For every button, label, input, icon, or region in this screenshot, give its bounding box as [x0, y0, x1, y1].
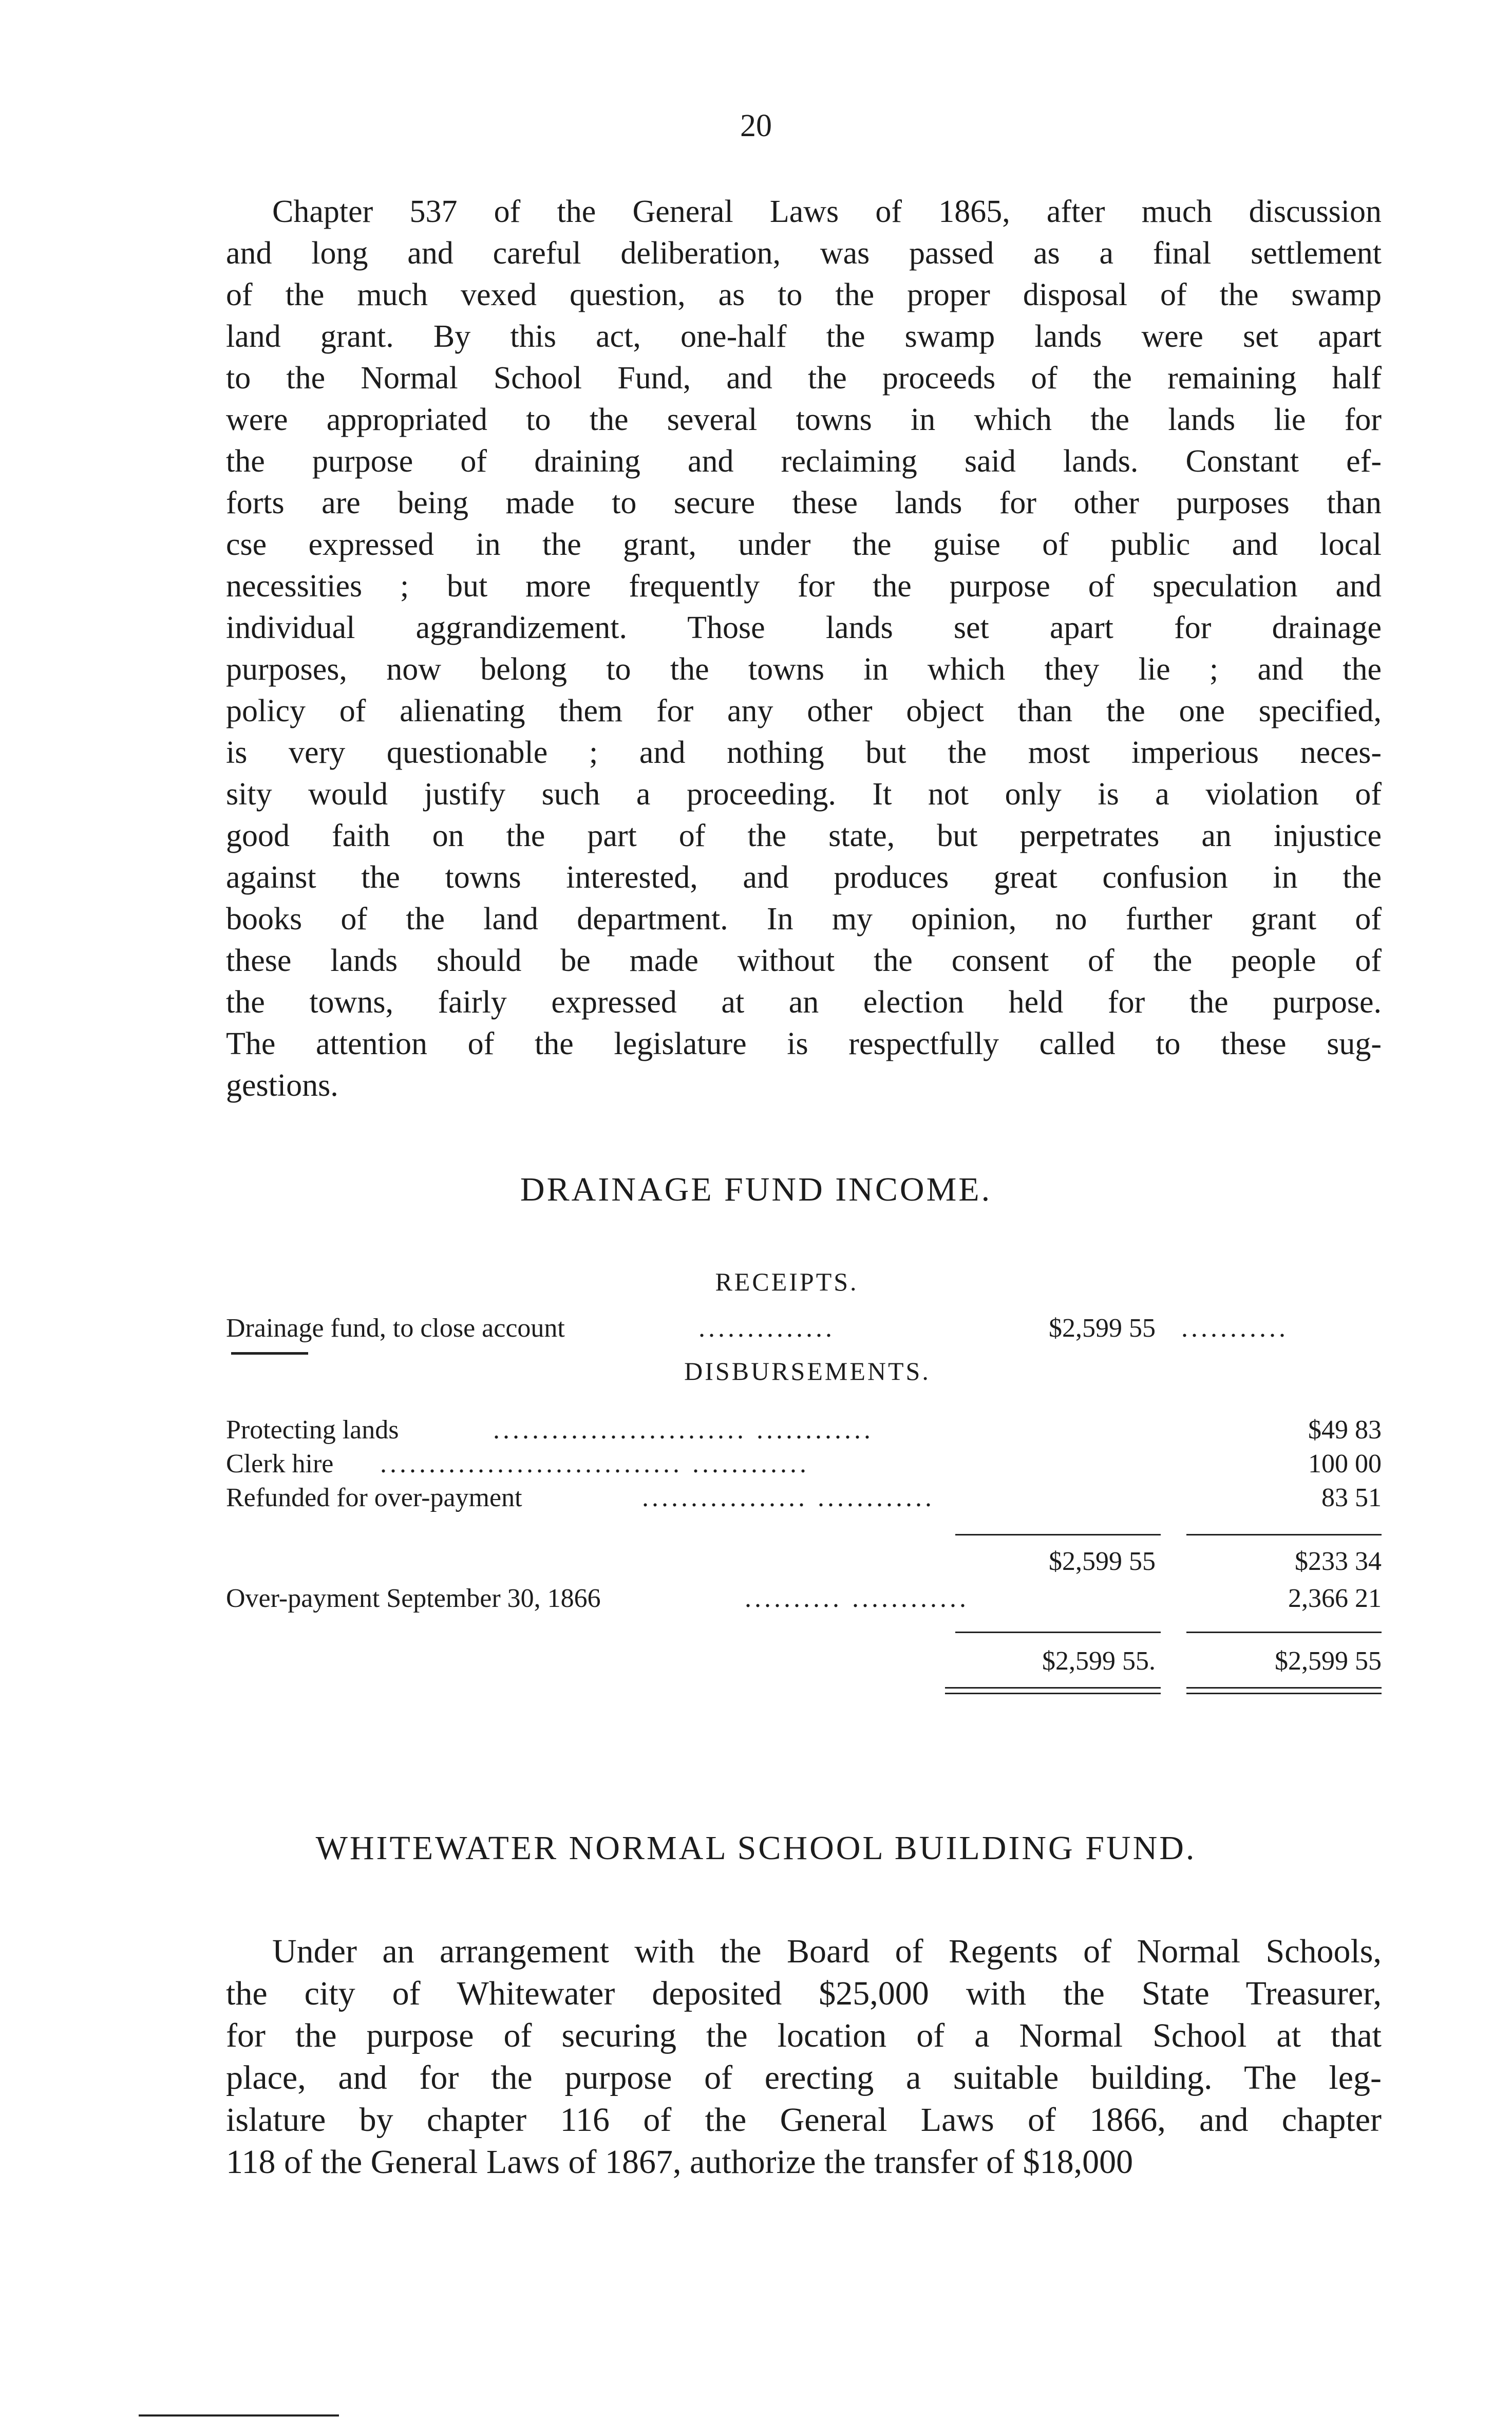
text-line: purposes, now belong to the towns in which they lie ; and the	[226, 652, 1382, 687]
whitewater-section-title: WHITEWATER NORMAL SCHOOL BUILDING FUND.	[315, 1829, 1197, 1867]
text-line: the towns, fairly expressed at an election held for the purpose.	[226, 985, 1382, 1020]
text-line: good faith on the part of the state, but perpetrates an injustice	[226, 818, 1382, 853]
drainage-section-title: DRAINAGE FUND INCOME.	[520, 1171, 992, 1208]
text-line: islature by chapter 116 of the General Laws of 1866, and chapter	[226, 2101, 1382, 2139]
text-line: these lands should be made without the consent of the people of	[226, 943, 1382, 978]
text-line: to the Normal School Fund, and the proceeds of the remaining half	[226, 361, 1382, 396]
ledger-row-label: Over-payment September 30, 1866	[226, 1584, 601, 1613]
total-double-rule	[1186, 1687, 1382, 1694]
dot-leader: ................. ............	[642, 1483, 935, 1512]
text-line: place, and for the purpose of erecting a suitable building. The leg-	[226, 2059, 1382, 2096]
whitewater-paragraph	[226, 1931, 1382, 2183]
subtotal-rule	[955, 1534, 1161, 1535]
text-line: against the towns interested, and produces great confusion in the	[226, 860, 1382, 895]
ledger-col2-value: $49 83	[1308, 1415, 1382, 1445]
subtotal-col1: $2,599 55	[1049, 1547, 1156, 1576]
text-line: land grant. By this act, one-half the swamp lands were set apart	[226, 319, 1382, 354]
text-line: 118 of the General Laws of 1867, authorize the transfer of $18,000	[226, 2143, 1133, 2181]
text-line: the purpose of draining and reclaiming said lands. Constant ef-	[226, 444, 1382, 479]
text-line: policy of alienating them for any other object than the one specified,	[226, 694, 1382, 728]
subtotal-row	[226, 1546, 1382, 1579]
text-line: and long and careful deliberation, was passed as a final settlement	[226, 236, 1382, 271]
text-line: necessities ; but more frequently for the purpose of speculation and	[226, 569, 1382, 604]
footer-rule	[139, 2414, 339, 2417]
ledger-row-label: Clerk hire	[226, 1449, 334, 1478]
text-line: books of the land department. In my opinion, no further grant of	[226, 902, 1382, 936]
dot-leader: .......... ............	[745, 1584, 969, 1613]
text-line: The attention of the legislature is respectfully called to these sug-	[226, 1026, 1382, 1061]
receipts-heading: RECEIPTS.	[715, 1267, 859, 1296]
page-number: 20	[740, 108, 772, 143]
text-line: were appropriated to the several towns in which the lands lie for	[226, 402, 1382, 437]
dot-leader: .......................... ............	[493, 1415, 874, 1445]
text-line: sity would justify such a proceeding. It not only is a violation of	[226, 777, 1382, 812]
text-line: cse expressed in the grant, under the guise of public and local	[226, 527, 1382, 562]
total-rule	[1186, 1632, 1382, 1633]
text-line: Under an arrangement with the Board of Regents of Normal Schools,	[272, 1933, 1382, 1970]
ledger-row	[226, 1483, 1382, 1515]
text-line: of the much vexed question, as to the proper disposal of the swamp	[226, 277, 1382, 312]
dot-leader: ............................... ............	[380, 1449, 809, 1478]
total-col1: $2,599 55.	[1042, 1646, 1156, 1676]
text-line: individual aggrandizement. Those lands set apart for drainage	[226, 610, 1382, 645]
intro-paragraph	[226, 191, 1382, 1107]
ledger-row	[226, 1449, 1382, 1482]
text-line: gestions.	[226, 1068, 338, 1103]
ledger-row	[226, 1313, 1382, 1346]
text-line: for the purpose of securing the location of a Normal School at that	[226, 2017, 1382, 2054]
ledger-row-label: Protecting lands	[226, 1415, 399, 1445]
ledger-row	[226, 1583, 1382, 1616]
text-line: forts are being made to secure these lands for other purposes than	[226, 485, 1382, 520]
ledger-col2-value: 2,366 21	[1288, 1584, 1382, 1613]
dot-leader: ...........	[1181, 1314, 1289, 1343]
total-row	[226, 1646, 1382, 1679]
ledger-col2-value: 83 51	[1321, 1483, 1382, 1512]
print-mark	[231, 1352, 308, 1355]
text-line: the city of Whitewater deposited $25,000 with the State Treasurer,	[226, 1975, 1382, 2012]
text-line: is very questionable ; and nothing but the most imperious neces-	[226, 735, 1382, 770]
total-col2: $2,599 55	[1275, 1646, 1382, 1676]
text-line: Chapter 537 of the General Laws of 1865, after much discussion	[272, 194, 1382, 229]
ledger-row-label: Refunded for over-payment	[226, 1483, 522, 1512]
total-rule	[955, 1632, 1161, 1633]
subtotal-rule	[1186, 1534, 1382, 1535]
ledger-col2-value: 100 00	[1308, 1449, 1382, 1478]
ledger-row	[226, 1415, 1382, 1448]
subtotal-col2: $233 34	[1295, 1547, 1382, 1576]
total-double-rule	[945, 1687, 1161, 1694]
ledger-col1-value: $2,599 55	[1049, 1314, 1156, 1343]
dot-leader: ..............	[698, 1314, 835, 1343]
disbursements-heading: DISBURSEMENTS.	[684, 1357, 931, 1385]
ledger-row-label: Drainage fund, to close account	[226, 1314, 565, 1343]
